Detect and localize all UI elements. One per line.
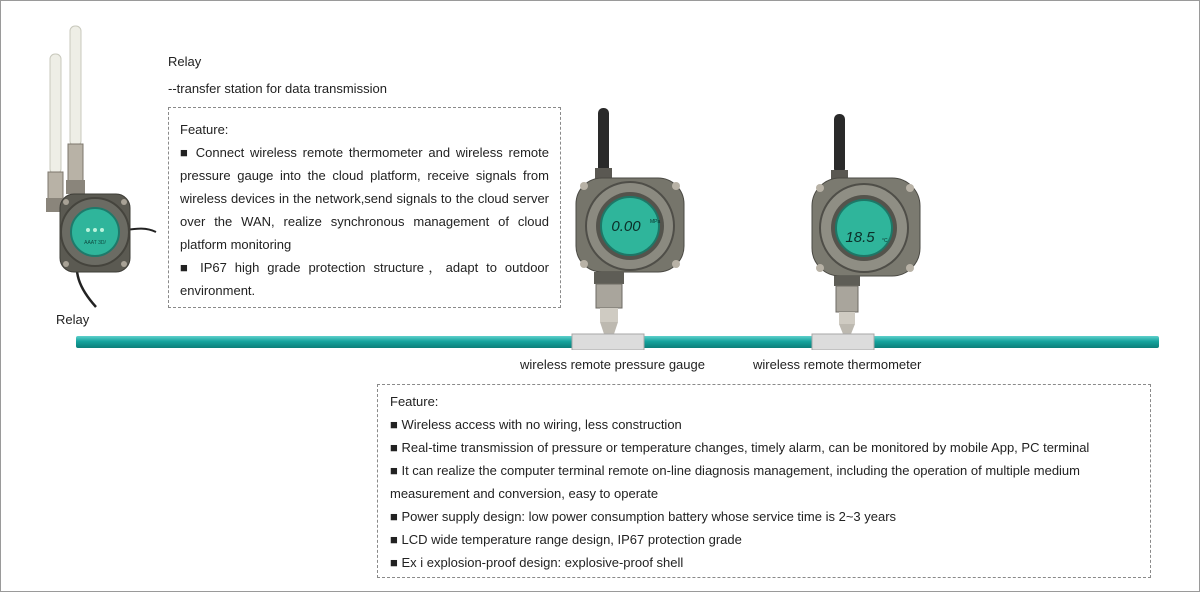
relay-caption: Relay	[56, 312, 90, 327]
device-feature-item: ■ LCD wide temperature range design, IP67 protection grade	[390, 532, 742, 547]
device-feature-title: Feature:	[390, 394, 439, 409]
thermometer-image	[806, 112, 926, 350]
relay-feature-item: ■ IP67 high grade protection structure，adapt to outdoor environment.	[180, 260, 549, 298]
temperature-reading: 18.5	[845, 229, 875, 246]
device-feature-item: ■ Ex i explosion-proof design: explosive-proof shell	[390, 555, 684, 570]
relay-subtitle: --transfer station for data transmission	[168, 81, 387, 96]
pressure-unit: MPa	[650, 219, 661, 225]
relay-device-image	[38, 22, 158, 312]
relay-feature-item: ■ Connect wireless remote thermometer and wireless remote pressure gauge into the cloud platform, receive signals from wireless devices in the network,send signals to the cloud server over the WAN, realize synchronous management of cloud platform monitoring	[180, 145, 549, 252]
relay-screen-text: AAAT 3D/	[84, 240, 106, 246]
pressure-gauge-image	[570, 106, 690, 350]
thermometer-label: wireless remote thermometer	[753, 357, 922, 372]
device-feature-item: ■ Wireless access with no wiring, less construction	[390, 417, 682, 432]
device-feature-box	[377, 384, 1151, 578]
device-feature-item: ■ Real-time transmission of pressure or temperature changes, timely alarm, can be monitored by mobile App, PC terminal	[390, 440, 1090, 455]
relay-feature-title: Feature:	[180, 122, 229, 137]
pressure-gauge-label: wireless remote pressure gauge	[520, 357, 705, 372]
device-feature-item: ■ It can realize the computer terminal remote on-line diagnosis management, including the operation of multiple medium measurement and conversion, easy to operate	[390, 463, 1080, 501]
device-feature-item: ■ Power supply design: low power consumption battery whose service time is 2~3 years	[390, 509, 897, 524]
relay-feature-box	[168, 107, 561, 308]
temperature-unit: °C	[882, 238, 888, 244]
pressure-reading: 0.00	[611, 218, 641, 235]
relay-title: Relay	[168, 54, 202, 69]
